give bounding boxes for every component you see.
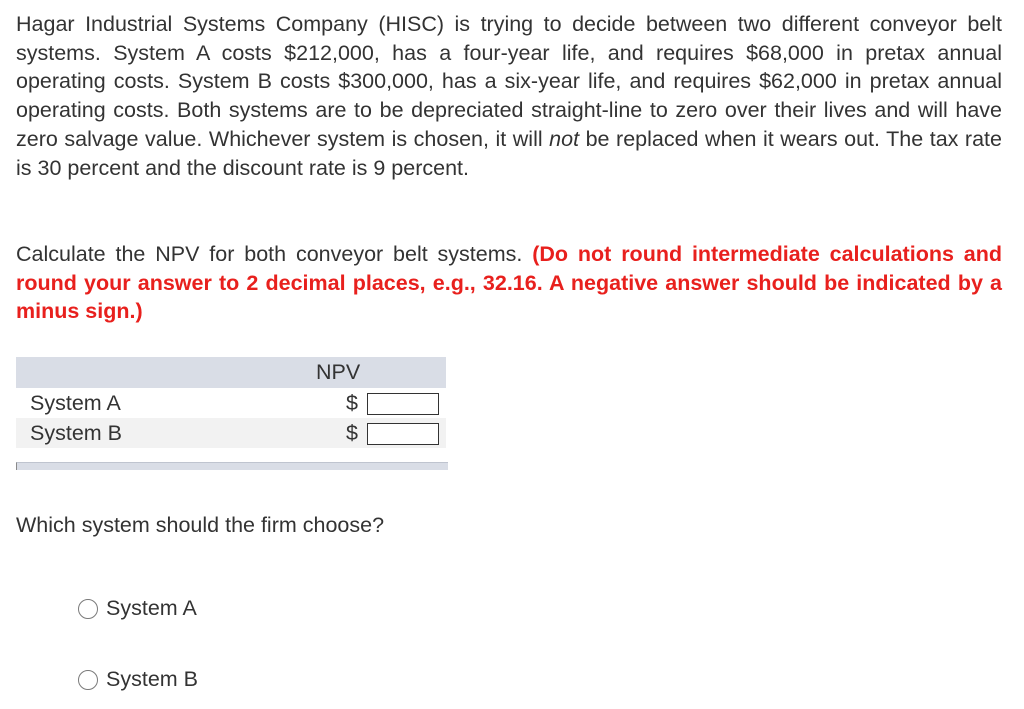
- npv-table: [16, 357, 446, 448]
- radio-circle-icon[interactable]: [78, 670, 98, 690]
- row-label-system-a: System A: [30, 390, 121, 415]
- problem-emphasis: not: [549, 126, 580, 151]
- npv-input-system-a[interactable]: [367, 393, 439, 415]
- choice-system-b[interactable]: [78, 667, 198, 692]
- table-footer-bar: [16, 462, 448, 470]
- choice-question: Which system should the firm choose?: [16, 513, 385, 537]
- npv-cell-system-b: [330, 418, 446, 448]
- instruction-note: (Do not round intermediate calculations and round your answer to 2 decimal places, e.g., 32.16. A negative answer should be indicated by a minus sign.): [16, 242, 1002, 324]
- choice-system-a[interactable]: [78, 596, 197, 621]
- problem-statement: [16, 10, 1002, 182]
- npv-cell-system-a: [330, 388, 446, 418]
- row-label-system-b: System B: [30, 420, 122, 445]
- table-row: [16, 388, 446, 418]
- instruction-text: Calculate the NPV for both conveyor belt systems.: [16, 242, 533, 266]
- problem-text-part1: Hagar Industrial Systems Company (HISC) is trying to decide between two different conveyor belt systems. System A costs $212,000, has a four-year life, and requires $68,000 in pretax annual operating costs. System B costs $300,000, has a six-year life, and requires $62,000 in pretax annual operating costs. Both systems are to be depreciated straight-line to zero over their lives and will have zero salvage value. Whichever system is chosen, it will: [16, 12, 1002, 151]
- radio-circle-icon[interactable]: [78, 599, 98, 619]
- npv-column-header: NPV: [16, 357, 446, 388]
- npv-input-system-b[interactable]: [367, 423, 439, 445]
- currency-symbol: $: [346, 420, 358, 445]
- instruction: [16, 240, 1002, 326]
- choice-label: System B: [106, 667, 198, 691]
- choice-label: System A: [106, 596, 197, 620]
- currency-symbol: $: [346, 390, 358, 415]
- problem-text-part2: be replaced when it wears out. The tax rate is 30 percent and the discount rate is 9 percent.: [16, 126, 1002, 180]
- table-row: [16, 418, 446, 448]
